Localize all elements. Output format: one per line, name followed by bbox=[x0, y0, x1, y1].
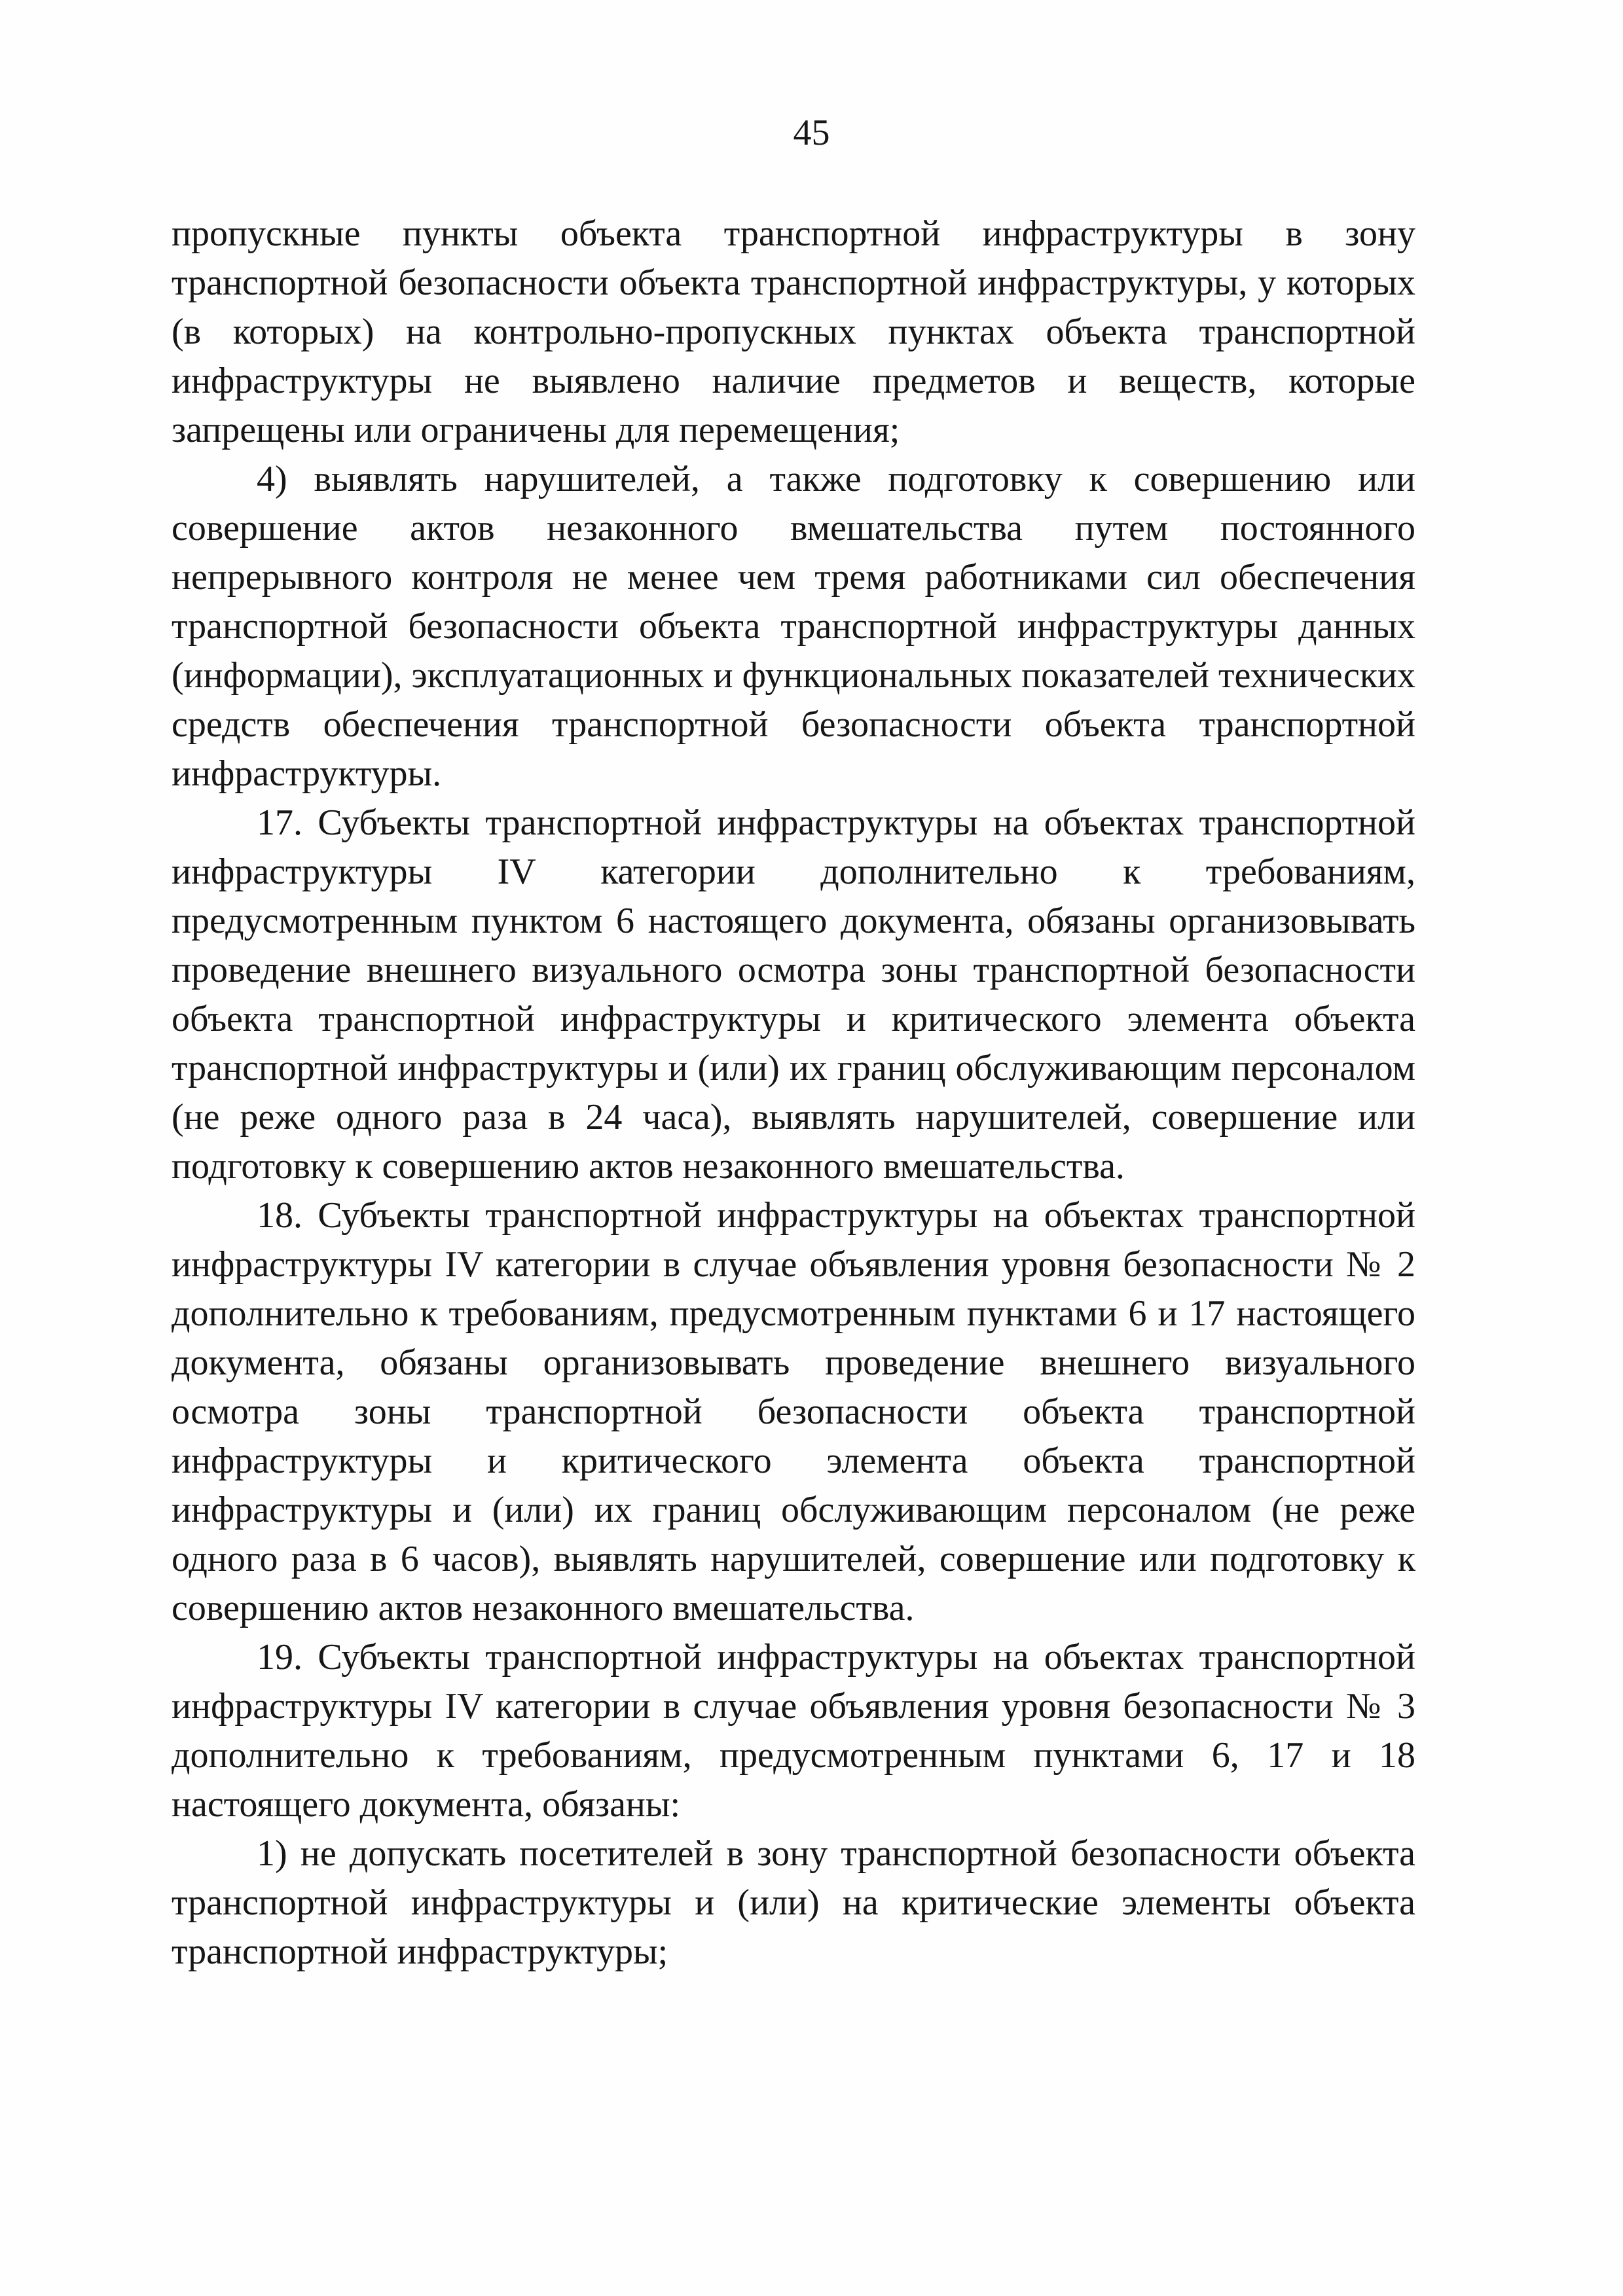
page-number: 45 bbox=[793, 113, 830, 153]
document-body bbox=[172, 209, 1415, 1977]
paragraph-subitem-4: 4) выявлять нарушителей, а также подготовку к совершению или совершение актов незаконного вмешательства путем постоянного непрерывного контроля не менее чем тремя работниками сил обеспечения транспортной безопасности объекта транспортной инфраструктуры данных (информации), эксплуатационных и функциональных показателей технических средств обеспечения транспортной безопасности объекта транспортной инфраструктуры. bbox=[172, 459, 1415, 794]
paragraph-item-17: 17. Субъекты транспортной инфраструктуры на объектах транспортной инфраструктуры IV категории дополнительно к требованиям, предусмотренным пунктом 6 настоящего документа, обязаны организовывать проведение внешнего визуального осмотра зоны транспортной безопасности объекта транспортной инфраструктуры и критического элемента объекта транспортной инфраструктуры и (или) их границ обслуживающим персоналом (не реже одного раза в 24 часа), выявлять нарушителей, совершение или подготовку к совершению актов незаконного вмешательства. bbox=[172, 802, 1415, 1187]
paragraph-item-18: 18. Субъекты транспортной инфраструктуры на объектах транспортной инфраструктуры IV категории в случае объявления уровня безопасности № 2 дополнительно к требованиям, предусмотренным пунктами 6 и 17 настоящего документа, обязаны организовывать проведение внешнего визуального осмотра зоны транспортной безопасности объекта транспортной инфраструктуры и критического элемента объекта транспортной инфраструктуры и (или) их границ обслуживающим персоналом (не реже одного раза в 6 часов), выявлять нарушителей, совершение или подготовку к совершению актов незаконного вмешательства. bbox=[172, 1195, 1415, 1628]
paragraph-item-19: 19. Субъекты транспортной инфраструктуры на объектах транспортной инфраструктуры IV категории в случае объявления уровня безопасности № 3 дополнительно к требованиям, предусмотренным пунктами 6, 17 и 18 настоящего документа, обязаны: bbox=[172, 1637, 1415, 1825]
paragraph-subitem-1: 1) не допускать посетителей в зону транспортной безопасности объекта транспортной инфраструктуры и (или) на критические элементы объекта транспортной инфраструктуры; bbox=[172, 1833, 1415, 1972]
paragraph-continuation: пропускные пункты объекта транспортной инфраструктуры в зону транспортной безопасности объекта транспортной инфраструктуры, у которых (в которых) на контрольно-пропускных пунктах объекта транспортной инфраструктуры не выявлено наличие предметов и веществ, которые запрещены или ограничены для перемещения; bbox=[172, 213, 1415, 450]
